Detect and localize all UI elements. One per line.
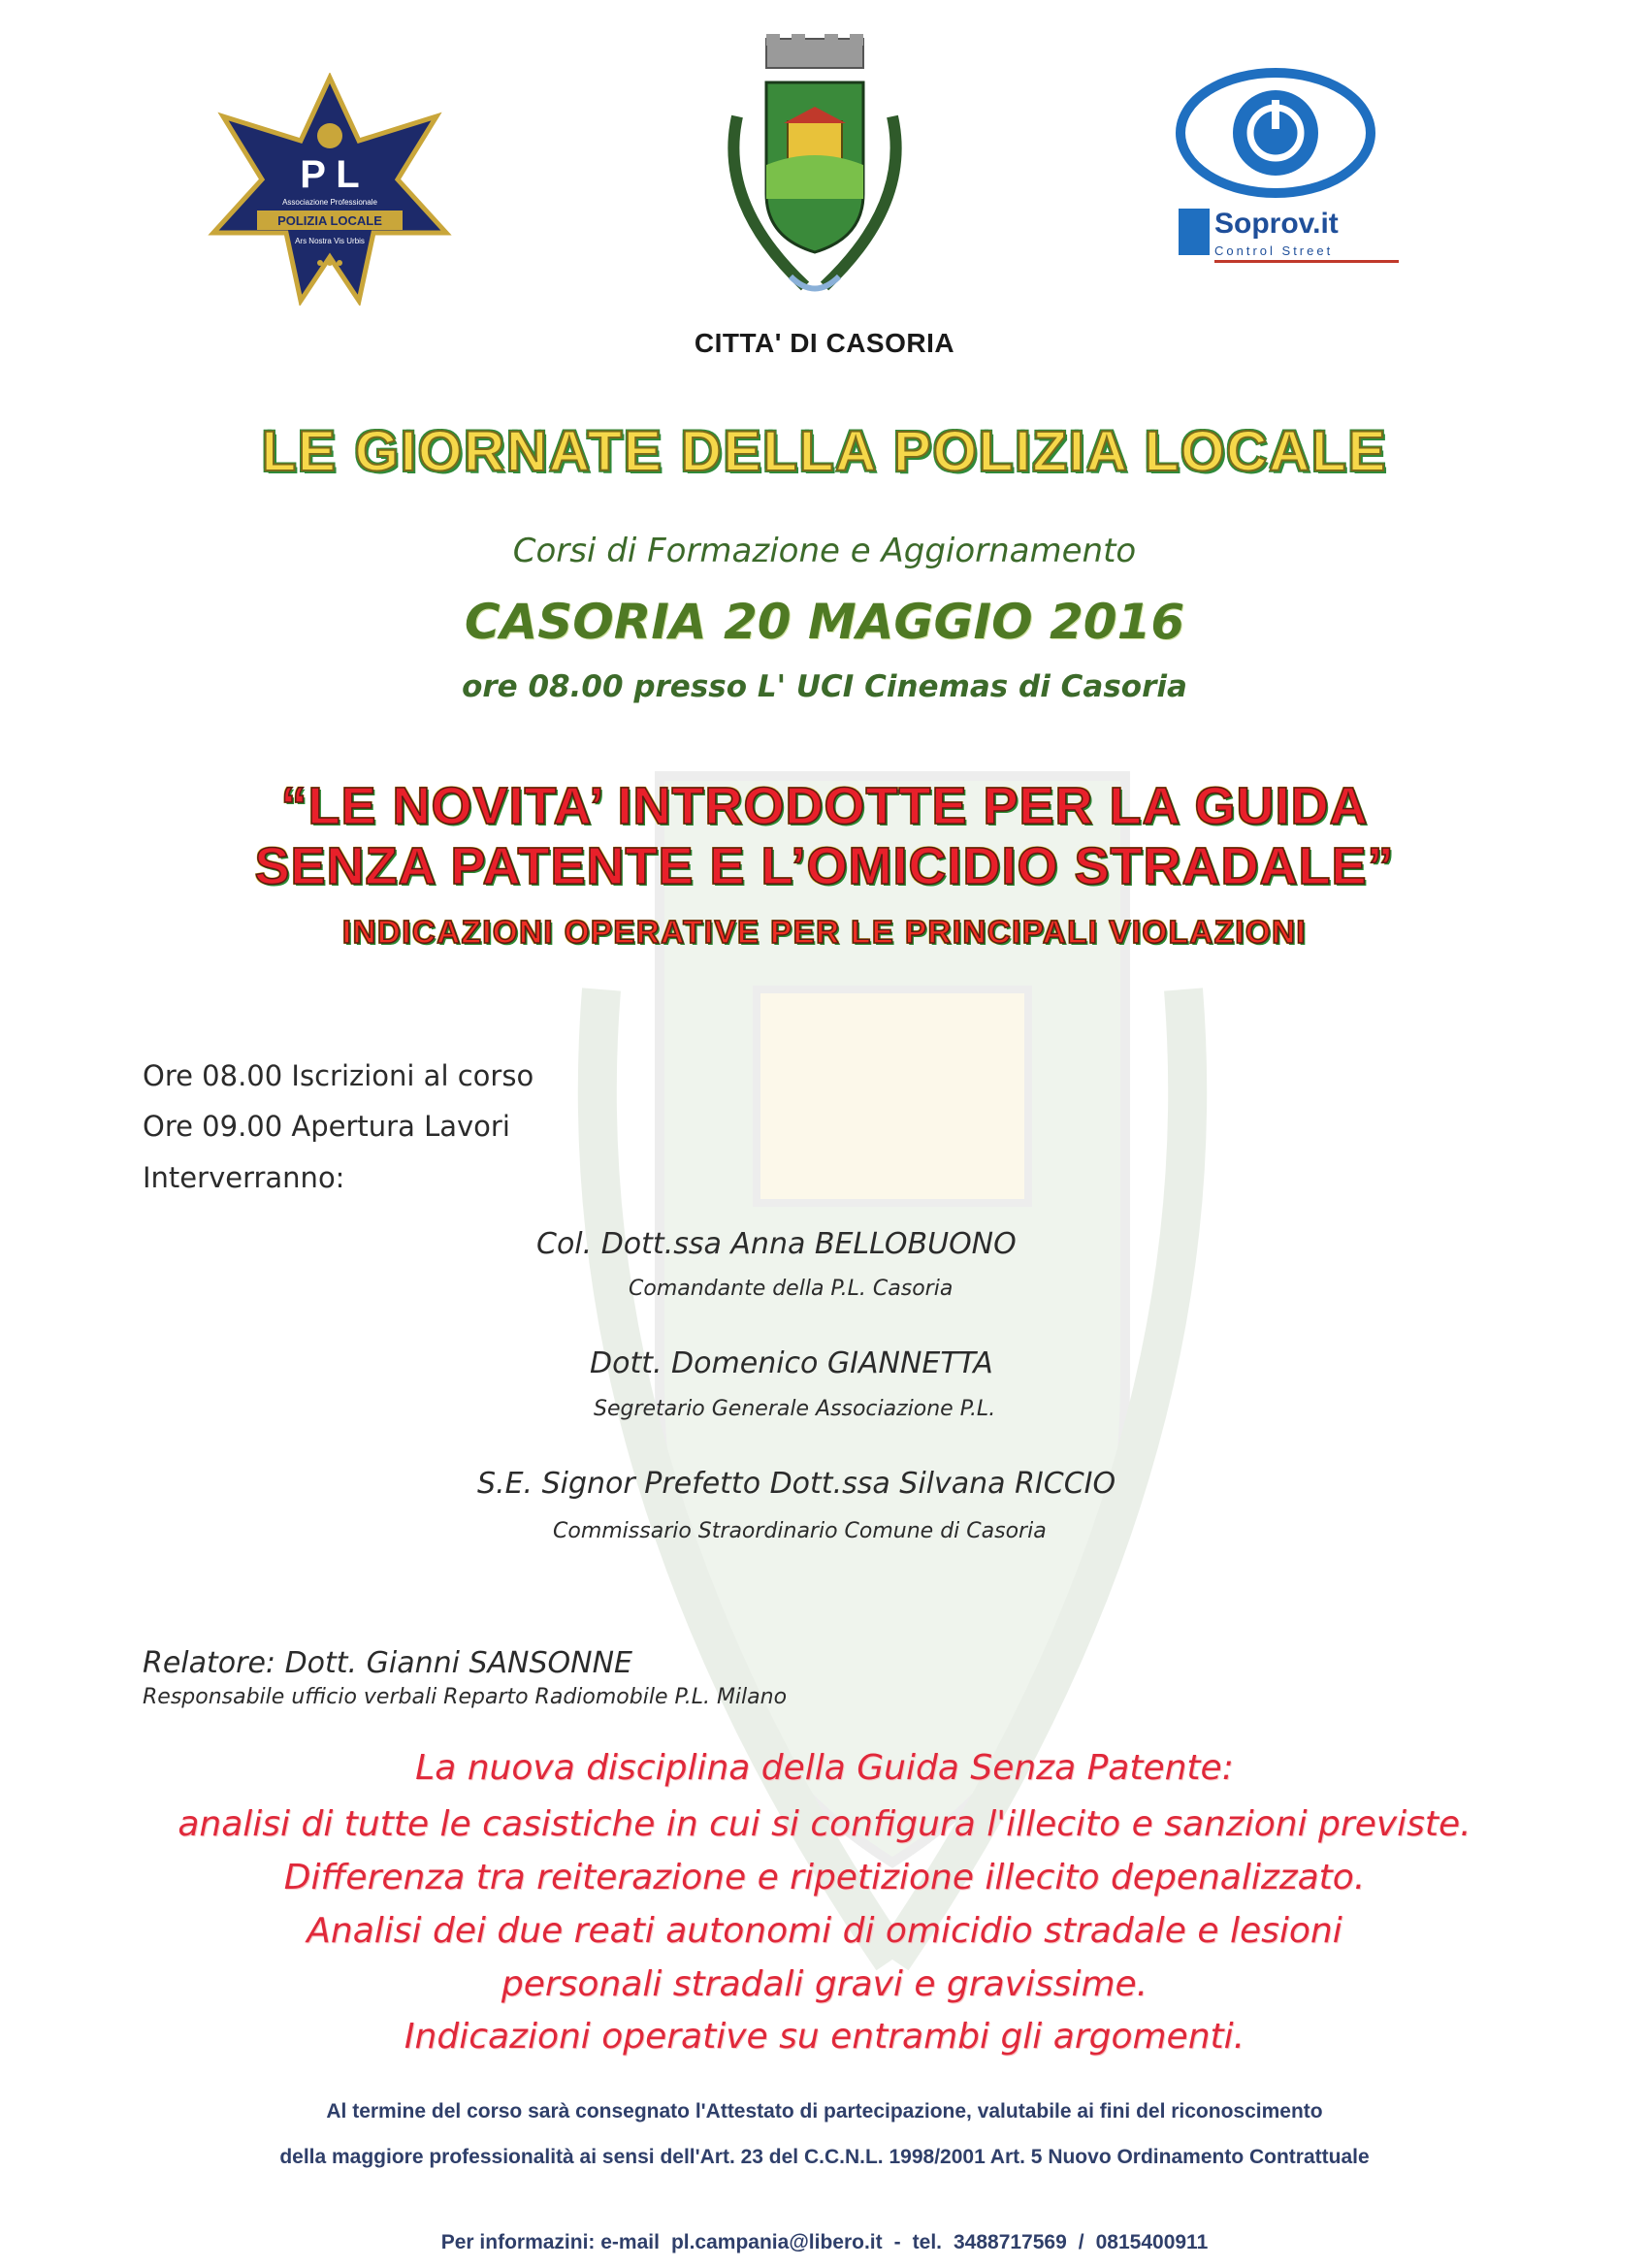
schedule-item: Ore 09.00 Apertura Lavori [143, 1110, 510, 1143]
schedule-speakers-heading: Interverranno: [143, 1161, 345, 1194]
topic-title-line-1: “LE NOVITA’ INTRODOTTE PER LA GUIDA [280, 777, 1369, 835]
soprov-logo-tagline: Control Street [1214, 243, 1334, 258]
polizia-locale-star-logo [204, 73, 456, 306]
description-line: analisi di tutte le casistiche in cui si configura l'illecito e sanzioni previste. [178, 1804, 1471, 1844]
topic-title-line-2: SENZA PATENTE E L’OMICIDIO STRADALE” [254, 837, 1395, 895]
contact-separator: - [893, 2231, 901, 2253]
contact-tel-label: tel. [912, 2231, 942, 2253]
contact-phone-2[interactable]: 0815400911 [1095, 2231, 1209, 2253]
casoria-coat-of-arms [698, 29, 931, 320]
certificate-note-line: della maggiore professionalità ai sensi dell'Art. 23 del C.C.N.L. 1998/2001 Art. 5 Nuovo Ordinamento Contrattuale [279, 2146, 1370, 2168]
speaker-role: Comandante della P.L. Casoria [629, 1277, 954, 1301]
pl-logo-initials: P L [300, 153, 360, 196]
topic-subtitle: INDICAZIONI OPERATIVE PER LE PRINCIPALI VIOLAZIONI [341, 914, 1308, 950]
speaker-name: S.E. Signor Prefetto Dott.ssa Silvana RICCIO [477, 1467, 1116, 1501]
speaker-name: Dott. Domenico GIANNETTA [590, 1346, 993, 1380]
description-line: personali stradali gravi e gravissime. [501, 1964, 1148, 2004]
pl-logo-band: POLIZIA LOCALE [277, 213, 382, 228]
description-line: La nuova disciplina della Guida Senza Patente: [415, 1748, 1234, 1788]
description-line: Indicazioni operative su entrambi gli argomenti. [404, 2017, 1245, 2057]
soprov-logo [1174, 63, 1406, 276]
event-subtitle: Corsi di Formazione e Aggiornamento [512, 532, 1137, 570]
relatore-role: Responsabile ufficio verbali Reparto Radiomobile P.L. Milano [143, 1685, 788, 1709]
event-date: CASORIA 20 MAGGIO 2016 [464, 594, 1185, 650]
schedule-item: Ore 08.00 Iscrizioni al corso [143, 1059, 534, 1092]
contact-label: Per informazini: e-mail [440, 2231, 660, 2253]
speaker-role: Segretario Generale Associazione P.L. [594, 1397, 996, 1421]
contact-email-link[interactable]: pl.campania@libero.it [670, 2231, 883, 2253]
pl-logo-motto: Ars Nostra Vis Urbis [295, 237, 365, 245]
soprov-logo-name: Soprov.it [1214, 208, 1339, 240]
description-line: Differenza tra reiterazione e ripetizione illecito depenalizzato. [283, 1858, 1366, 1897]
contact-info [0, 2231, 1649, 2254]
speaker-role: Commissario Straordinario Comune di Casoria [553, 1519, 1047, 1543]
pl-logo-association: Associazione Professionale [282, 198, 377, 207]
description-line: Analisi dei due reati autonomi di omicidio stradale e lesioni [307, 1911, 1342, 1951]
contact-slash: / [1078, 2231, 1084, 2253]
relatore-name: Relatore: Dott. Gianni SANSONNE [143, 1646, 632, 1680]
event-venue: ore 08.00 presso L' UCI Cinemas di Casoria [462, 669, 1187, 704]
event-title: LE GIORNATE DELLA POLIZIA LOCALE [261, 420, 1388, 483]
speaker-name: Col. Dott.ssa Anna BELLOBUONO [536, 1227, 1017, 1261]
contact-phone-1[interactable]: 3488717569 [953, 2231, 1067, 2253]
certificate-note-line: Al termine del corso sarà consegnato l'Attestato di partecipazione, valutabile ai fini del riconoscimento [326, 2100, 1323, 2122]
city-name: CITTA' DI CASORIA [694, 328, 955, 358]
